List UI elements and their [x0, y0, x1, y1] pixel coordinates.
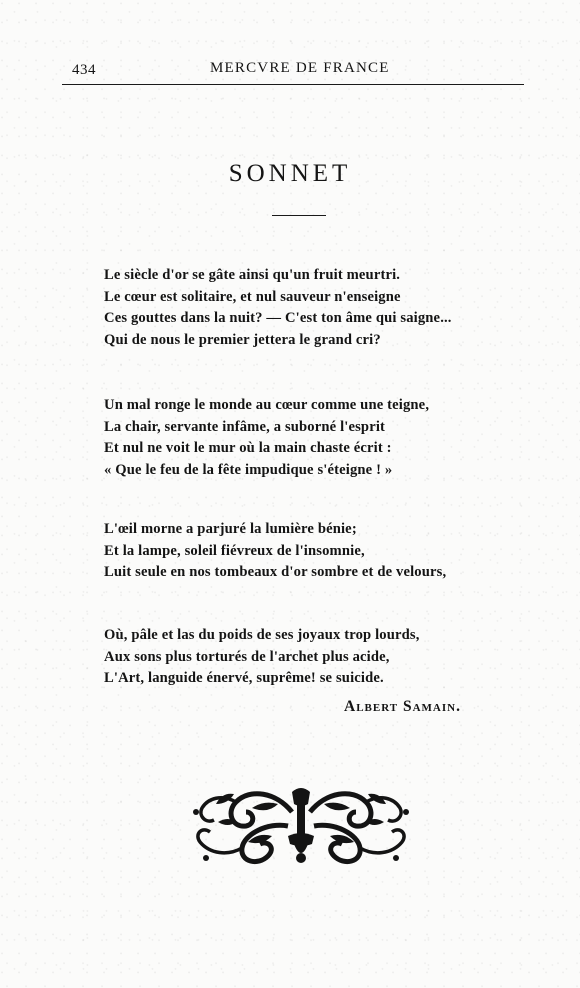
verse-line: Qui de nous le premier jettera le grand cri?	[104, 331, 381, 348]
page-number: 434	[72, 62, 96, 78]
author-signature: Albert Samain.	[344, 698, 461, 715]
verse-line: Le cœur est solitaire, et nul sauveur n'enseigne	[104, 288, 401, 305]
verse-line: Et la lampe, soleil fiévreux de l'insomnie,	[104, 542, 365, 559]
title-rule	[272, 215, 326, 216]
poem-title: SONNET	[228, 160, 352, 187]
verse-line: L'Art, languide énervé, suprême! se suicide.	[104, 670, 384, 686]
running-header	[62, 58, 524, 85]
stanza	[104, 519, 534, 584]
verse-line: Aux sons plus torturés de l'archet plus acide,	[104, 648, 390, 665]
stanza	[104, 625, 534, 690]
verse-line: Luit seule en nos tombeaux d'or sombre et de velours,	[104, 564, 447, 580]
verse-line: La chair, servante infâme, a suborné l'esprit	[104, 418, 386, 435]
verse-line: Ces gouttes dans la nuit? — C'est ton âme qui saigne...	[104, 310, 452, 326]
verse-line: Où, pâle et las du poids de ses joyaux trop lourds,	[104, 627, 420, 643]
verse-line: L'œil morne a parjuré la lumière bénie;	[104, 521, 357, 537]
verse-line: Un mal ronge le monde au cœur comme une teigne,	[104, 397, 430, 413]
stanza	[104, 395, 534, 481]
verse-line: « Que le feu de la fête impudique s'éteigne ! »	[104, 461, 393, 478]
running-head: MERCVRE DE FRANCE	[210, 60, 390, 76]
stanza	[104, 265, 534, 351]
verse-line: Le siècle d'or se gâte ainsi qu'un fruit meurtri.	[104, 267, 401, 283]
floral-tailpiece-ornament-icon	[188, 782, 414, 870]
verse-line: Et nul ne voit le mur où la main chaste écrit :	[104, 440, 392, 456]
